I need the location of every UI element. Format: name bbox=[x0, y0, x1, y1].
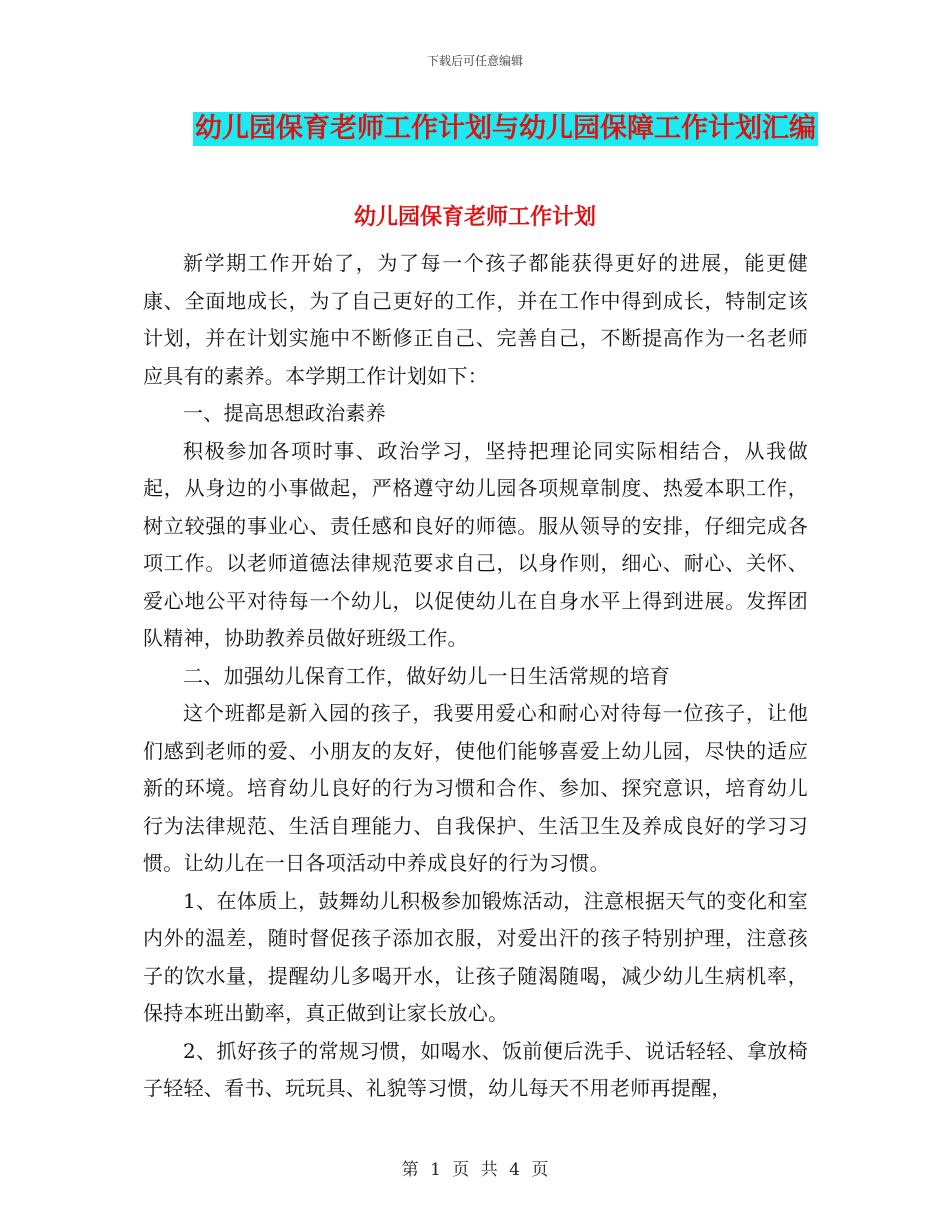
page-header-note: 下载后可任意编辑 bbox=[426, 54, 523, 68]
paragraph-item-1: 1、在体质上，鼓舞幼儿积极参加锻炼活动，注意根据天气的变化和室内外的温差，随时督促孩子添加衣服，对爱出汗的孩子特别护理，注意孩子的饮水量，提醒幼儿多喝开水，让孩子随渴随喝，减少幼儿生病机率，保持本班出勤率，真正做到让家长放心。 bbox=[143, 888, 808, 1025]
heading-childcare: 二、加强幼儿保育工作，做好幼儿一日生活常规的培育 bbox=[183, 663, 671, 688]
paragraph-politics: 积极参加各项时事、政治学习，坚持把理论同实际相结合，从我做起，从身边的小事做起，严格遵守幼儿园各项规章制度、热爱本职工作，树立较强的事业心、责任感和良好的师德。服从领导的安排，仔细完成各项工作。以老师道德法律规范要求自己，以身作则，细心、耐心、关怀、爱心地公平对待每一个幼儿，以促使幼儿在自身水平上得到进展。发挥团队精神，协助教养员做好班级工作。 bbox=[143, 438, 808, 650]
paragraph-item-2: 2、抓好孩子的常规习惯，如喝水、饭前便后洗手、说话轻轻、拿放椅子轻轻、看书、玩玩具、礼貌等习惯，幼儿每天不用老师再提醒， bbox=[143, 1038, 808, 1100]
heading-politics: 一、提高思想政治素养 bbox=[183, 401, 386, 425]
document-body bbox=[143, 245, 808, 1108]
document-title: 幼儿园保育老师工作计划与幼儿园保障工作计划汇编 bbox=[195, 113, 816, 144]
paragraph-intro: 新学期工作开始了，为了每一个孩子都能获得更好的进展，能更健康、全面地成长，为了自己更好的工作，并在工作中得到成长，特制定该计划，并在计划实施中不断修正自己、完善自己，不断提高作为一名老师应具有的素养。本学期工作计划如下： bbox=[143, 251, 808, 388]
section-title: 幼儿园保育老师工作计划 bbox=[353, 205, 596, 230]
paragraph-childcare: 这个班都是新入园的孩子，我要用爱心和耐心对待每一位孩子，让他们感到老师的爱、小朋友的友好，使他们能够喜爱上幼儿园，尽快的适应新的环境。培育幼儿良好的行为习惯和合作、参加、探究意识，培育幼儿行为法律规范、生活自理能力、自我保护、生活卫生及养成良好的学习习惯。让幼儿在一日各项活动中养成良好的行为习惯。 bbox=[143, 701, 808, 875]
page-number: 第 1 页 共 4 页 bbox=[401, 1160, 549, 1180]
